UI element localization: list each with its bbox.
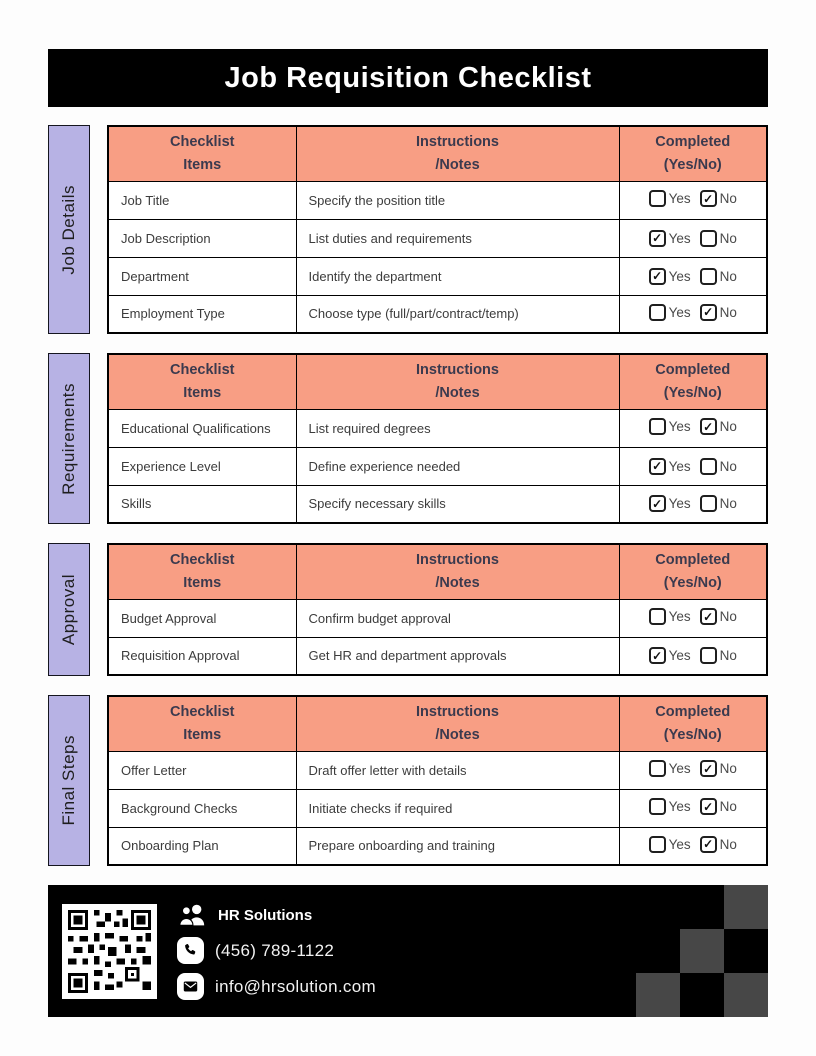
instruction-note: List duties and requirements: [296, 219, 619, 257]
header-line: Items: [183, 726, 222, 743]
col-header-completed: [619, 544, 767, 599]
header-line: Instructions: [416, 134, 499, 151]
header-line: /Notes: [435, 574, 480, 591]
table-row: [108, 257, 767, 295]
no-label: No: [719, 230, 737, 246]
no-label: No: [719, 609, 737, 624]
no-checkbox[interactable]: [700, 836, 717, 853]
no-checkbox[interactable]: [700, 495, 717, 512]
check-icon: ✓: [652, 459, 663, 473]
checklist-item: Educational Qualifications: [108, 409, 296, 447]
checklist-table: [107, 695, 768, 866]
completed-cell: [619, 599, 767, 637]
header-line: Completed: [655, 552, 731, 569]
header-row: [108, 126, 767, 181]
yes-checkbox[interactable]: [649, 304, 666, 321]
header-line: /Notes: [435, 156, 480, 173]
check-icon: ✓: [652, 231, 663, 245]
email-address: info@hrsolution.com: [215, 976, 376, 996]
table-row: [108, 409, 767, 447]
completed-cell: [619, 751, 767, 789]
table-row: [108, 219, 767, 257]
yes-label: Yes: [668, 836, 691, 852]
checklist-item: Budget Approval: [108, 599, 296, 637]
yes-label: Yes: [668, 496, 691, 512]
header-line: (Yes/No): [663, 726, 722, 743]
completed-cell: [619, 827, 767, 865]
table-row: [108, 447, 767, 485]
col-header-instructions: [296, 696, 619, 751]
instruction-note: Get HR and department approvals: [296, 637, 619, 675]
company-name: HR Solutions: [218, 906, 313, 924]
header-line: Instructions: [416, 704, 499, 721]
check-icon: ✓: [703, 191, 714, 206]
checker-decoration: [636, 885, 768, 1017]
title-bar: [48, 49, 768, 107]
table-row: [108, 789, 767, 827]
section-label: Final Steps: [59, 735, 78, 826]
completed-cell: [619, 637, 767, 675]
col-header-completed: [619, 696, 767, 751]
check-icon: ✓: [703, 761, 714, 776]
no-checkbox[interactable]: [700, 230, 717, 247]
yes-checkbox[interactable]: [649, 190, 666, 207]
col-header-checklist-items: [108, 696, 296, 751]
check-icon: ✓: [703, 799, 714, 814]
no-checkbox[interactable]: [700, 458, 717, 475]
instruction-note: Draft offer letter with details: [296, 751, 619, 789]
table-row: [108, 637, 767, 675]
instruction-note: Define experience needed: [296, 447, 619, 485]
email-icon: [177, 973, 204, 1000]
header-line: Instructions: [416, 362, 499, 379]
yes-checkbox[interactable]: [649, 836, 666, 853]
yes-label: Yes: [668, 191, 691, 206]
instruction-note: Choose type (full/part/contract/temp): [296, 295, 619, 333]
check-icon: ✓: [652, 496, 663, 511]
header-row: [108, 696, 767, 751]
checklist-item: Experience Level: [108, 447, 296, 485]
no-label: No: [719, 836, 737, 852]
instruction-note: Specify the position title: [296, 181, 619, 219]
section-final-steps: [48, 695, 768, 866]
header-line: Checklist: [170, 362, 235, 379]
header-line: (Yes/No): [663, 384, 722, 401]
section-label: Requirements: [59, 382, 78, 495]
header-line: /Notes: [435, 726, 480, 743]
yes-label: Yes: [668, 268, 691, 284]
section-tab-final-steps: [48, 695, 90, 866]
check-icon: ✓: [703, 419, 714, 434]
yes-label: Yes: [668, 304, 691, 320]
header-row: [108, 544, 767, 599]
check-icon: ✓: [703, 609, 714, 624]
completed-cell: [619, 485, 767, 523]
checklist-table: [107, 125, 768, 334]
table-row: [108, 751, 767, 789]
email-row: [177, 973, 376, 1000]
section-requirements: [48, 353, 768, 524]
checklist-item: Requisition Approval: [108, 637, 296, 675]
instruction-note: Identify the department: [296, 257, 619, 295]
yes-checkbox[interactable]: [649, 418, 666, 435]
header-line: (Yes/No): [663, 574, 722, 591]
completed-cell: [619, 447, 767, 485]
header-line: Items: [183, 574, 222, 591]
yes-label: Yes: [668, 799, 691, 814]
yes-checkbox[interactable]: [649, 608, 666, 625]
page-title: Job Requisition Checklist: [224, 61, 592, 94]
completed-cell: [619, 219, 767, 257]
no-label: No: [719, 304, 737, 320]
no-label: No: [719, 419, 737, 434]
instruction-note: Prepare onboarding and training: [296, 827, 619, 865]
section-tab-approval: [48, 543, 90, 676]
no-checkbox[interactable]: [700, 304, 717, 321]
no-label: No: [719, 761, 737, 776]
people-icon: [177, 902, 207, 928]
yes-label: Yes: [668, 609, 691, 624]
yes-label: Yes: [668, 458, 691, 474]
yes-checkbox[interactable]: [649, 495, 666, 512]
yes-label: Yes: [668, 230, 691, 246]
check-icon: ✓: [703, 837, 714, 852]
completed-cell: [619, 789, 767, 827]
section-label: Job Details: [59, 184, 78, 275]
yes-checkbox[interactable]: [649, 268, 666, 285]
no-checkbox[interactable]: [700, 268, 717, 285]
phone-number: (456) 789-1122: [215, 940, 335, 960]
check-icon: ✓: [652, 648, 663, 663]
table-row: [108, 181, 767, 219]
phone-icon: [177, 937, 204, 964]
checklist-item: Offer Letter: [108, 751, 296, 789]
instruction-note: Initiate checks if required: [296, 789, 619, 827]
header-line: Checklist: [170, 704, 235, 721]
col-header-checklist-items: [108, 354, 296, 409]
yes-label: Yes: [668, 648, 691, 664]
col-header-instructions: [296, 354, 619, 409]
phone-row: [177, 937, 376, 964]
yes-label: Yes: [668, 419, 691, 434]
instruction-note: Confirm budget approval: [296, 599, 619, 637]
table-row: [108, 295, 767, 333]
col-header-instructions: [296, 544, 619, 599]
no-checkbox[interactable]: [700, 190, 717, 207]
col-header-checklist-items: [108, 126, 296, 181]
header-line: Instructions: [416, 552, 499, 569]
contact-block: [177, 902, 376, 1000]
header-line: Checklist: [170, 134, 235, 151]
checklist-item: Job Title: [108, 181, 296, 219]
company-row: [177, 902, 376, 928]
section-job-details: [48, 125, 768, 334]
section-tab-job-details: [48, 125, 90, 334]
no-label: No: [719, 268, 737, 284]
no-checkbox[interactable]: [700, 798, 717, 815]
header-line: Items: [183, 384, 222, 401]
footer: [48, 885, 768, 1017]
header-line: Completed: [655, 362, 731, 379]
header-line: Completed: [655, 704, 731, 721]
header-line: Completed: [655, 134, 731, 151]
instruction-note: Specify necessary skills: [296, 485, 619, 523]
section-label: Approval: [59, 573, 78, 646]
header-line: (Yes/No): [663, 156, 722, 173]
completed-cell: [619, 257, 767, 295]
checklist-table: [107, 543, 768, 676]
yes-checkbox[interactable]: [649, 458, 666, 475]
checklist-item: Onboarding Plan: [108, 827, 296, 865]
checklist-item: Background Checks: [108, 789, 296, 827]
section-approval: [48, 543, 768, 676]
check-icon: ✓: [703, 305, 714, 320]
checklist-item: Department: [108, 257, 296, 295]
header-line: Checklist: [170, 552, 235, 569]
no-checkbox[interactable]: [700, 760, 717, 777]
completed-cell: [619, 409, 767, 447]
no-checkbox[interactable]: [700, 418, 717, 435]
no-label: No: [719, 458, 737, 474]
yes-checkbox[interactable]: [649, 647, 666, 664]
header-line: /Notes: [435, 384, 480, 401]
check-icon: ✓: [652, 269, 663, 283]
table-row: [108, 485, 767, 523]
completed-cell: [619, 295, 767, 333]
no-label: No: [719, 496, 737, 512]
col-header-instructions: [296, 126, 619, 181]
table-row: [108, 599, 767, 637]
page: [48, 49, 768, 1017]
qr-code: [62, 904, 157, 999]
no-checkbox[interactable]: [700, 647, 717, 664]
no-label: No: [719, 648, 737, 664]
header-row: [108, 354, 767, 409]
checklist-item: Job Description: [108, 219, 296, 257]
yes-label: Yes: [668, 761, 691, 776]
checklist-item: Skills: [108, 485, 296, 523]
no-checkbox[interactable]: [700, 608, 717, 625]
no-label: No: [719, 191, 737, 206]
completed-cell: [619, 181, 767, 219]
yes-checkbox[interactable]: [649, 798, 666, 815]
checklist-item: Employment Type: [108, 295, 296, 333]
table-row: [108, 827, 767, 865]
section-tab-requirements: [48, 353, 90, 524]
checklist-table: [107, 353, 768, 524]
header-line: Items: [183, 156, 222, 173]
yes-checkbox[interactable]: [649, 760, 666, 777]
no-label: No: [719, 799, 737, 814]
col-header-completed: [619, 354, 767, 409]
col-header-completed: [619, 126, 767, 181]
instruction-note: List required degrees: [296, 409, 619, 447]
yes-checkbox[interactable]: [649, 230, 666, 247]
col-header-checklist-items: [108, 544, 296, 599]
